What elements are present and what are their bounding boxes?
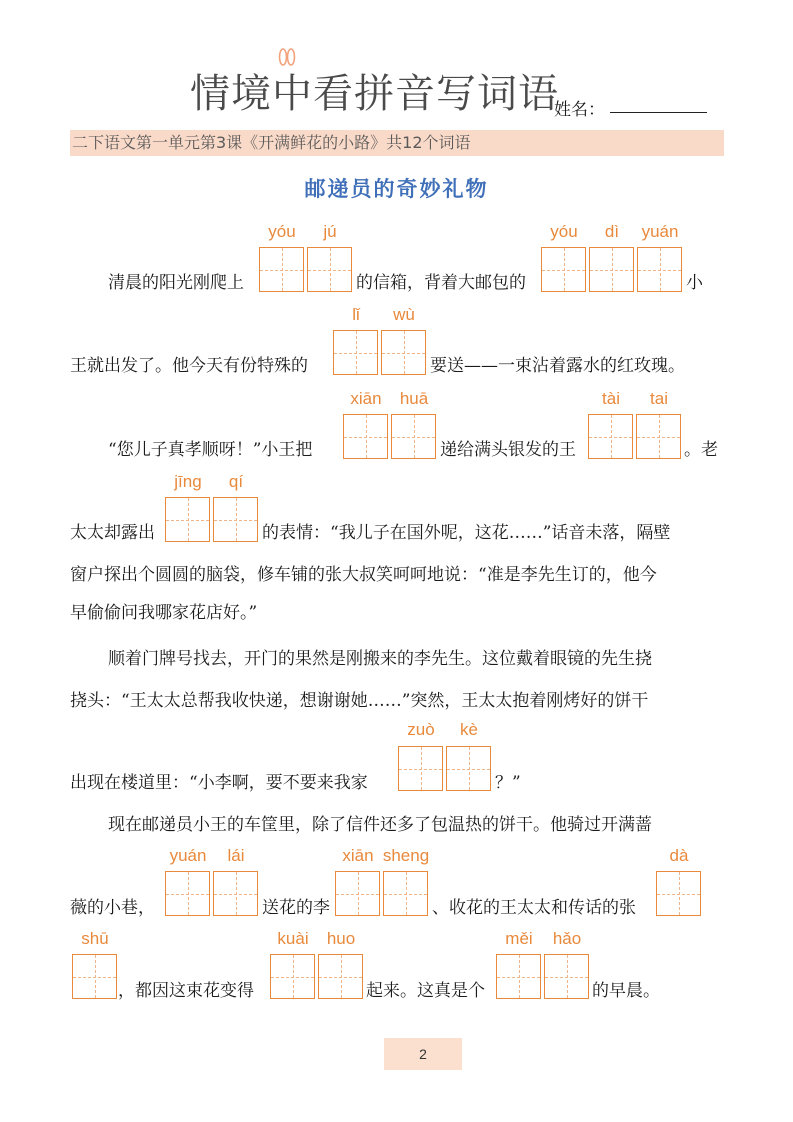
answer-cell[interactable] [398, 746, 443, 791]
text-line: ，都因这束花变得 [118, 981, 254, 1001]
pinyin: xiān [342, 846, 374, 865]
text-line: 起来。这真是个 [366, 981, 485, 1001]
text-line: 。老 [684, 440, 718, 460]
text-line: “您儿子真孝顺呀！”小王把 [108, 440, 313, 460]
answer-cell[interactable] [72, 954, 117, 999]
pinyin: zuò [407, 720, 435, 739]
pinyin: tai [650, 389, 668, 408]
pinyin: lǐ [352, 305, 360, 324]
pinyin: jú [323, 222, 337, 241]
text-line: 小 [686, 273, 703, 293]
text-line: 窗户探出个圆圆的脑袋，修车铺的张大叔笑呵呵地说：“准是李先生订的，他今 [70, 565, 657, 585]
pinyin: xiān [350, 389, 382, 408]
text-line: 挠头：“王太太总帮我收快递，想谢谢她……”突然，王太太抱着刚烤好的饼干 [70, 691, 649, 711]
pinyin: yóu [550, 222, 578, 241]
pinyin: dà [669, 846, 689, 865]
name-label: 姓名： [554, 100, 605, 120]
answer-cell[interactable] [165, 497, 210, 542]
text-line: 的表情：“我儿子在国外呢，这花……”话音未落，隔壁 [262, 523, 671, 543]
pinyin: měi [505, 929, 533, 948]
pinyin: lái [227, 846, 245, 865]
pinyin: kè [460, 720, 478, 739]
pinyin: hǎo [552, 929, 582, 948]
answer-cell[interactable] [270, 954, 315, 999]
text-line: 顺着门牌号找去，开门的果然是刚搬来的李先生。这位戴着眼镜的先生挠 [108, 649, 652, 669]
answer-cell[interactable] [213, 871, 258, 916]
text-line: 的早晨。 [592, 981, 660, 1001]
answer-cell[interactable] [544, 954, 589, 999]
answer-cell[interactable] [318, 954, 363, 999]
pinyin: yuán [641, 222, 679, 241]
answer-cell[interactable] [259, 247, 304, 292]
page-number: 2 [384, 1038, 462, 1070]
text-line: 要送——一束沾着露水的红玫瑰。 [430, 356, 685, 376]
pinyin: jīng [174, 472, 202, 491]
answer-cell[interactable] [391, 414, 436, 459]
text-line: 早偷偷问我哪家花店好。” [70, 603, 258, 623]
answer-cell[interactable] [307, 247, 352, 292]
pinyin: yuán [169, 846, 207, 865]
pinyin: tài [602, 389, 620, 408]
text-line: 送花的李 [262, 898, 330, 918]
text-line: 的信箱，背着大邮包的 [356, 273, 526, 293]
answer-cell[interactable] [381, 330, 426, 375]
answer-cell[interactable] [165, 871, 210, 916]
pinyin: shū [81, 929, 109, 948]
text-line: 递给满头银发的王 [440, 440, 576, 460]
answer-cell[interactable] [446, 746, 491, 791]
answer-cell[interactable] [588, 414, 633, 459]
text-line: 现在邮递员小王的车筐里，除了信件还多了包温热的饼干。他骑过开满蔷 [108, 815, 652, 835]
text-line: 王就出发了。他今天有份特殊的 [70, 356, 308, 376]
text-line: 、收花的王太太和传话的张 [432, 898, 636, 918]
pinyin: kuài [277, 929, 309, 948]
answer-cell[interactable] [589, 247, 634, 292]
text-line: 出现在楼道里：“小李啊，要不要来我家 [70, 773, 368, 793]
pinyin: qí [228, 472, 244, 491]
answer-cell[interactable] [496, 954, 541, 999]
text-line: 清晨的阳光刚爬上 [108, 273, 244, 293]
pinyin: dì [604, 222, 620, 241]
answer-cell[interactable] [383, 871, 428, 916]
lesson-banner: 二下语文第一单元第3课《开满鲜花的小路》共12个词语 [70, 130, 724, 156]
answer-cell[interactable] [656, 871, 701, 916]
pinyin: wù [393, 305, 415, 324]
pinyin: sheng [382, 846, 430, 865]
text-line: ？” [495, 773, 521, 793]
pinyin: huā [399, 389, 429, 408]
answer-cell[interactable] [343, 414, 388, 459]
answer-cell[interactable] [637, 247, 682, 292]
pinyin: huo [326, 929, 356, 948]
story-title: 邮递员的奇妙礼物 [304, 176, 489, 201]
worksheet-title: 情境中看拼音写词语 [190, 71, 559, 117]
answer-cell[interactable] [213, 497, 258, 542]
name-input-line[interactable] [610, 112, 707, 113]
pinyin: yóu [268, 222, 296, 241]
answer-cell[interactable] [636, 414, 681, 459]
text-line: 太太却露出 [70, 523, 155, 543]
answer-cell[interactable] [335, 871, 380, 916]
answer-cell[interactable] [541, 247, 586, 292]
answer-cell[interactable] [333, 330, 378, 375]
text-line: 薇的小巷， [70, 898, 155, 918]
